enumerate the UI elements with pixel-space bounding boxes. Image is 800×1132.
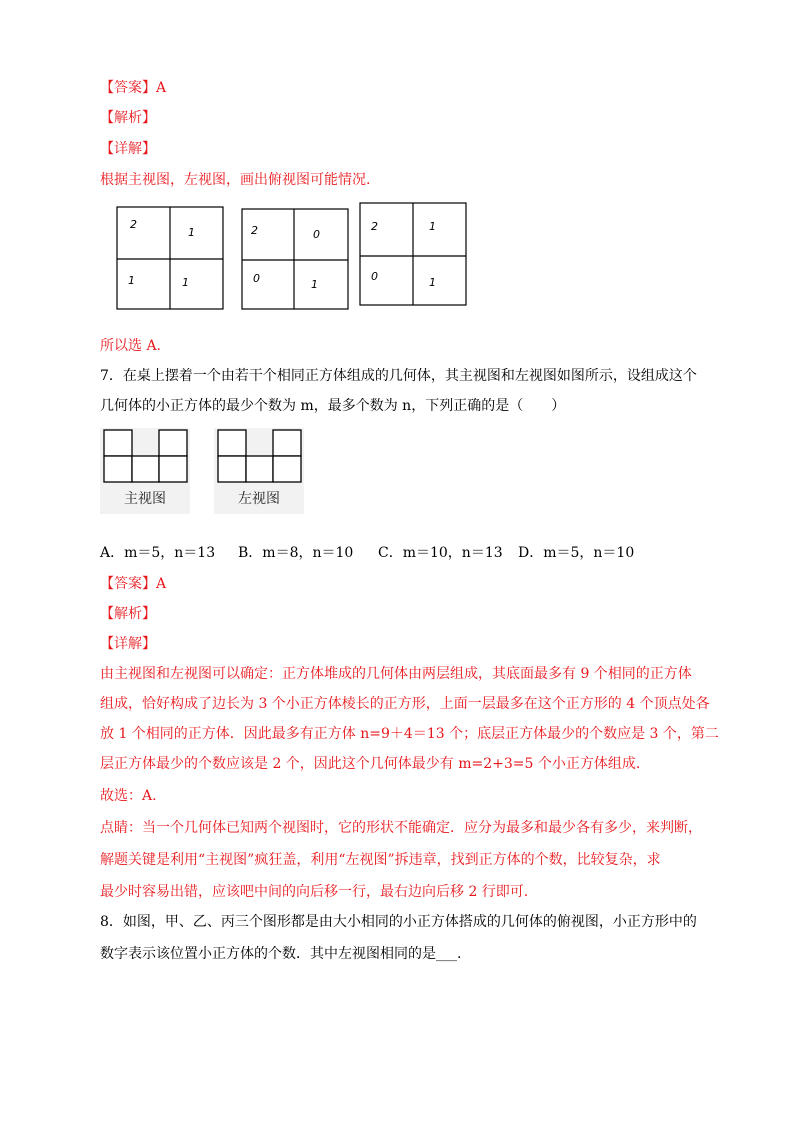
q7-explain-line-1: 由主视图和左视图可以确定：正方体堆成的几何体由两层组成，其底面最多有 9 个相同的正方体	[100, 666, 692, 682]
top-view-grid-3	[359, 202, 467, 306]
q8-stem-line-1: 8．如图，甲、乙、丙三个图形都是由大小相同的小正方体搭成的几何体的俯视图，小正方形中的	[100, 914, 697, 930]
q7-stem-line-2: 几何体的小正方体的最少个数为 m，最多个数为 n，下列正确的是（ ）	[100, 398, 566, 414]
grid-2-cell-4: 1	[311, 278, 318, 291]
grid-1-cell-2: 1	[188, 226, 195, 239]
q7-explain-line-2: 组成，恰好构成了边长为 3 个小正方体棱长的正方形，上面一层最多在这个正方形的 4 个顶点处各	[100, 696, 710, 712]
q7-options	[100, 542, 634, 562]
top-view-grid-2	[241, 208, 349, 310]
q7-left-view	[214, 428, 304, 518]
q7-front-view	[100, 428, 190, 518]
grid-1-cell-1: 2	[130, 218, 137, 231]
q7-detail-heading: 【详解】	[100, 636, 156, 652]
q7-comment-line-1: 点睛：当一个几何体已知两个视图时，它的形状不能确定．应分为最多和最少各有多少，来判断，	[100, 820, 702, 836]
grid-3-cell-4: 1	[429, 276, 436, 289]
q7-answer: 【答案】A	[100, 576, 167, 592]
q6-detail-heading: 【详解】	[100, 141, 156, 157]
q6-answer: 【答案】A	[100, 80, 167, 96]
q6-analysis-heading: 【解析】	[100, 110, 156, 126]
option-d[interactable]: D．m＝5，n＝10	[518, 545, 635, 561]
q7-analysis-heading: 【解析】	[100, 606, 156, 622]
q7-explain-line-3: 放 1 个相同的正方体．因此最多有正方体 n=9＋4＝13 个；底层正方体最少的个数应是 3 个，第二	[100, 726, 719, 742]
q8-stem-line-2: 数字表示该位置小正方体的个数．其中左视图相同的是___.	[100, 946, 462, 962]
left-view-label: 左视图	[238, 491, 280, 507]
grid-3-cell-1: 2	[371, 220, 378, 233]
q7-stem-line-1: 7．在桌上摆着一个由若干个相同正方体组成的几何体，其主视图和左视图如图所示，设组成这个	[100, 368, 697, 384]
grid-1-cell-3: 1	[128, 274, 135, 287]
grid-2-cell-2: 0	[313, 228, 320, 241]
q6-description: 根据主视图，左视图，画出俯视图可能情况.	[100, 172, 371, 188]
option-b[interactable]: B．m＝8，n＝10	[238, 545, 354, 561]
grid-1-cell-4: 1	[182, 276, 189, 289]
option-c[interactable]: C．m＝10，n＝13	[378, 545, 503, 561]
front-view-label: 主视图	[124, 491, 166, 507]
option-a[interactable]: A．m＝5，n＝13	[100, 545, 216, 561]
top-view-grid-1	[116, 206, 224, 310]
q6-conclusion: 所以选 A.	[100, 338, 162, 354]
q7-choice: 故选：A.	[100, 788, 157, 804]
grid-3-cell-2: 1	[429, 220, 436, 233]
q7-comment-line-3: 最少时容易出错，应该吧中间的向后移一行，最右边向后移 2 行即可.	[100, 884, 529, 900]
grid-2-cell-3: 0	[253, 272, 260, 285]
q7-comment-line-2: 解题关键是利用“主视图”疯狂盖，利用“左视图”拆违章，找到正方体的个数，比较复杂，求	[100, 852, 661, 868]
grid-2-cell-1: 2	[251, 224, 258, 237]
grid-3-cell-3: 0	[371, 270, 378, 283]
q7-explain-line-4: 层正方体最少的个数应该是 2 个，因此这个几何体最少有 m=2+3=5 个小正方体组成.	[100, 756, 641, 772]
